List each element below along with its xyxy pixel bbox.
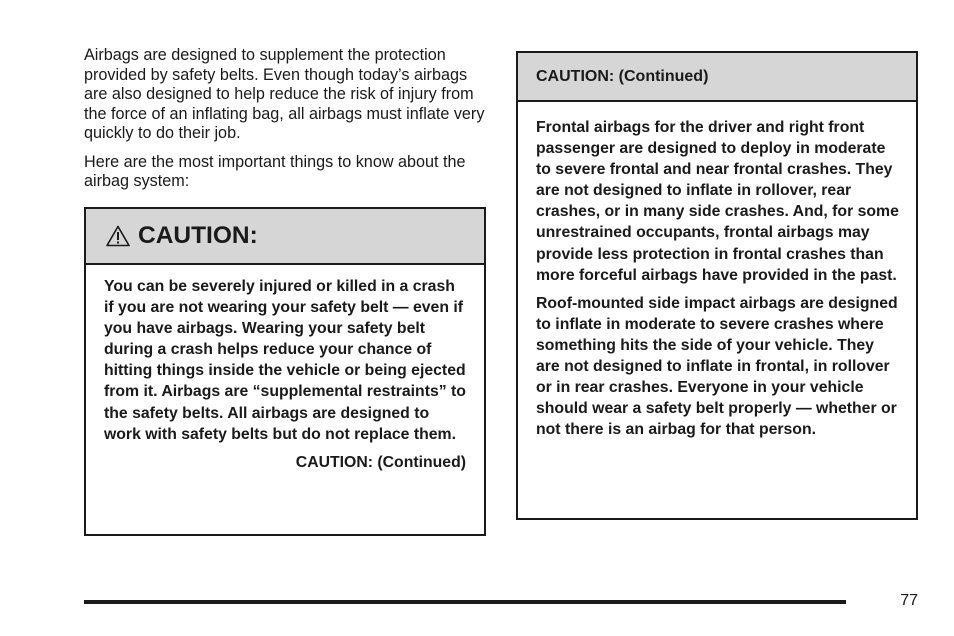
caution-continued-box xyxy=(516,51,918,520)
caution-title: CAUTION: xyxy=(138,222,258,249)
caution-continued-body xyxy=(518,102,916,440)
caution-text: You can be severely injured or killed in a crash if you are not wearing your safety belt — even if you have airbags. Wearing your safety belt during a crash helps reduce your chance of hitting things inside the vehicle or being ejected from it. Airbags are “supplemental restraints” to the safety belts. All airbags are designed to work with safety belts but do not replace them. xyxy=(104,278,466,443)
caution-body xyxy=(86,265,484,472)
caution-continued-label: CAUTION: (Continued) xyxy=(295,453,466,471)
side-airbags-paragraph: Roof-mounted side impact airbags are designed to inflate in moderate to severe crashes where something hits the side of your vehicle. They are not designed to inflate in frontal, in rollover or in rear crashes. Everyone in your vehicle should wear a safety belt properly — whether or not there is an airbag for that person. xyxy=(536,294,898,439)
frontal-airbags-paragraph: Frontal airbags for the driver and right front passenger are designed to deploy in moderate to severe frontal and near frontal crashes. They are not designed to inflate in rollover, rear crashes, or in many side crashes. And, for some unrestrained occupants, frontal airbags may provide less protection in frontal crashes than more forceful airbags have provided in the past. xyxy=(536,119,899,284)
intro-text xyxy=(84,46,488,201)
footer-rule xyxy=(84,600,846,604)
page-number: 77 xyxy=(900,592,918,609)
intro-paragraph-1: Airbags are designed to supplement the protection provided by safety belts. Even though today’s airbags are also designed to help reduce the risk of injury from the force of an inflating bag, all airbags must inflate very quickly to do their job. xyxy=(84,46,485,142)
warning-triangle-icon xyxy=(106,225,130,247)
caution-continued-header: CAUTION: (Continued) xyxy=(518,53,916,102)
intro-paragraph-2: Here are the most important things to know about the airbag system: xyxy=(84,152,466,190)
caution-header xyxy=(86,209,484,265)
caution-box xyxy=(84,207,486,536)
